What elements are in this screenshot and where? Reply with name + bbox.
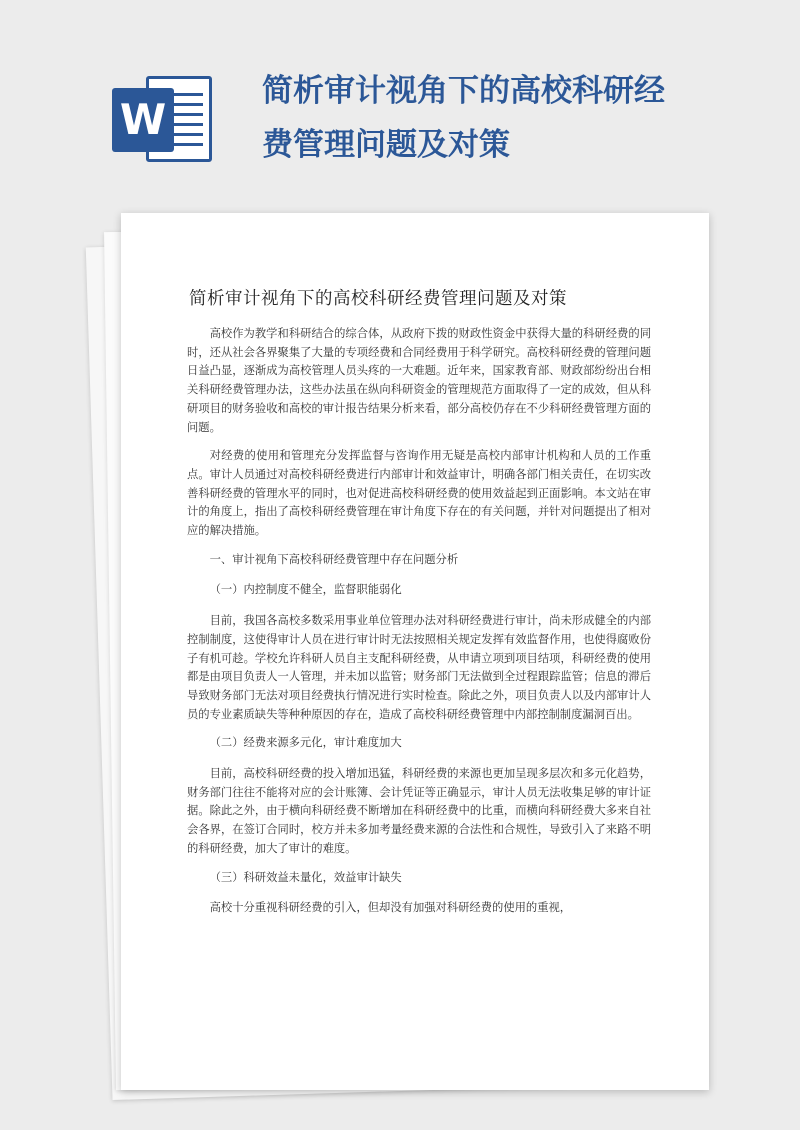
banner-title-line2: 费管理问题及对策 [262,127,510,163]
section-heading: （一）内控制度不健全，监督职能弱化 [209,583,402,597]
section-heading: （二）经费来源多元化，审计难度加大 [209,736,402,750]
section-heading: （三）科研效益未量化，效益审计缺失 [209,870,402,884]
banner [0,0,800,205]
word-doc-icon [112,70,216,170]
body-paragraph: 对经费的使用和管理充分发挥监督与咨询作用无疑是高校内部审计机构和人员的工作重点。审计人员通过对高校科研经费进行内部审计和效益审计，明确各部门相关责任，在切实改善科研经费的管理水平的同时，也对促进高校科研经费的使用效益起到正面影响。本文站在审计的角度上，指出了高校科研经费管理在审计角度下存在的有关问题，并针对问题提出了相对应的解决措施。 [187,449,651,538]
document-page [121,213,709,1090]
body-paragraph: 高校十分重视科研经费的引入，但却没有加强对科研经费的使用的重视， [209,901,572,915]
banner-title [262,64,692,172]
body-paragraph: 目前，我国各高校多数采用事业单位管理办法对科研经费进行审计，尚未形成健全的内部控制制度，这使得审计人员在进行审计时无法按照相关规定发挥有效监督作用，也使得腐败份子有机可趁。学校允许科研人员自主支配科研经费，从申请立项到项目结项，科研经费的使用都是由项目负责人一人管理，并未加以监管；财务部门无法做到全过程跟踪监管；信息的滞后导致财务部门无法对项目经费执行情况进行实时检查。除此之外，项目负责人以及内部审计人员的专业素质缺失等种种原因的存在，造成了高校科研经费管理中内部控制制度漏洞百出。 [187,614,651,721]
section-heading: 一、审计视角下高校科研经费管理中存在问题分析 [209,552,459,566]
body-paragraph: 目前，高校科研经费的投入增加迅猛，科研经费的来源也更加呈现多层次和多元化趋势，财务部门往往不能将对应的会计账簿、会计凭证等正确显示，审计人员无法收集足够的审计证据。除此之外，由于横向科研经费不断增加在科研经费中的比重，而横向科研经费大多来自社会各界，在签订合同时，校方并未多加考量经费来源的合法性和合规性，导致引入了来路不明的科研经费，加大了审计的难度。 [187,767,651,855]
word-badge: W [112,88,174,152]
document-title: 简析审计视角下的高校科研经费管理问题及对策 [189,289,567,309]
document-body [187,325,651,928]
banner-title-line1: 简析审计视角下的高校科研经 [262,73,665,109]
body-paragraph: 高校作为教学和科研结合的综合体，从政府下拨的财政性资金中获得大量的科研经费的同时，还从社会各界聚集了大量的专项经费和合同经费用于科学研究。高校科研经费的管理问题日益凸显，逐渐成为高校管理人员头疼的一大难题。近年来，国家教育部、财政部纷纷出台相关科研经费管理办法，这些办法虽在纵向科研资金的管理规范方面取得了一定的成效，但从科研项目的财务验收和高校的审计报告结果分析来看，部分高校仍存在不少科研经费管理方面的问题。 [187,327,651,434]
